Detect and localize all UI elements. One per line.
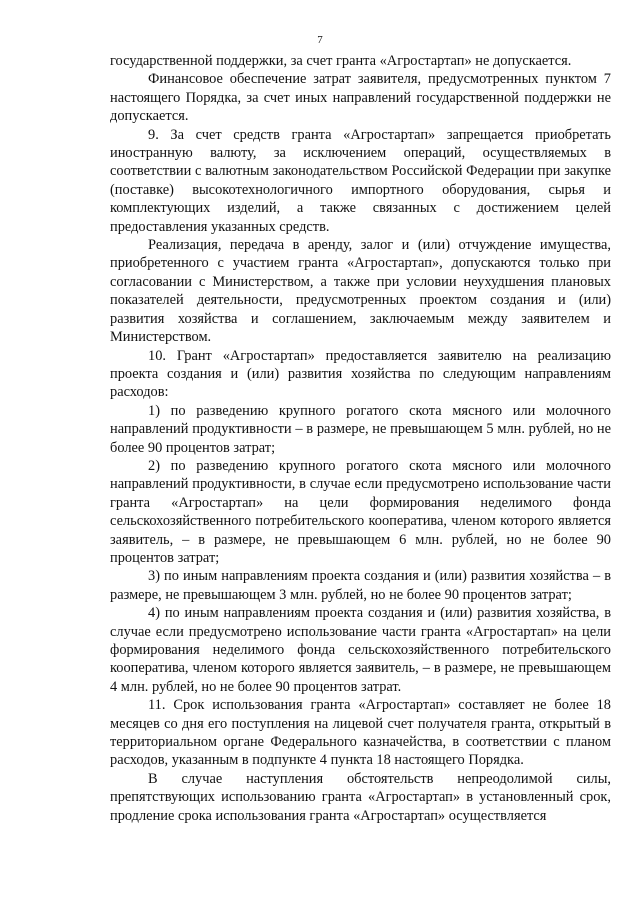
paragraph-subitem-1: 1) по разведению крупного рогатого скота мясного или молочного направлений продуктивности – в размере, не превышающем 5 млн. рублей, но не более 90 процентов затрат; [110, 402, 611, 456]
paragraph-item-10: 10. Грант «Агростартап» предоставляется заявителю на реализацию проекта создания и (или) развития хозяйства по следующим направлениям расходов: [110, 347, 611, 401]
paragraph-property-disposal: Реализация, передача в аренду, залог и (или) отчуждение имущества, приобретенного с участием гранта «Агростартап», допускаются только при согласовании с Министерством, а также при условии неухудшения плановых показателей деятельности, предусмотренных проектом создания и (или) развития хозяйства и соглашением, заключаемым между заявителем и Министерством. [110, 237, 611, 346]
page-number: 7 [317, 34, 323, 46]
paragraph-force-majeure: В случае наступления обстоятельств непреодолимой силы, препятствующих использованию гранта «Агростартап» в установленный срок, продление срока использования гранта «Агростартап» осуществляется [110, 770, 611, 824]
paragraph-subitem-4: 4) по иным направлениям проекта создания и (или) развития хозяйства, в случае если предусмотрено использование части гранта «Агростартап» на цели формирования неделимого фонда сельскохозяйственного потребительского кооператива, членом которого является заявитель, – в размере, не превышающем 4 млн. рублей, но не более 90 процентов затрат. [110, 605, 611, 695]
paragraph-item-11: 11. Срок использования гранта «Агростартап» составляет не более 18 месяцев со дня его поступления на лицевой счет получателя гранта, открытый в территориальном органе Федерального казначейства, в соответствии с планом расходов, указанным в подпункте 4 пункта 18 настоящего Порядка. [110, 697, 611, 769]
document-body [110, 52, 611, 825]
paragraph-continuation: государственной поддержки, за счет гранта «Агростартап» не допускается. [110, 53, 572, 69]
paragraph-item-9: 9. За счет средств гранта «Агростартап» запрещается приобретать иностранную валюту, за исключением операций, осуществляемых в соответствии с валютным законодательством Российской Федерации при закупке (поставке) высокотехнологичного импортного оборудования, сырья и комплектующих изделий, а также связанных с достижением целей предоставления указанных средств. [110, 126, 611, 235]
paragraph-subitem-2: 2) по разведению крупного рогатого скота мясного или молочного направлений продуктивности, в случае если предусмотрено использование части гранта «Агростартап» на цели формирования неделимого фонда сельскохозяйственного потребительского кооператива, членом которого является заявитель, – в размере, не превышающем 6 млн. рублей, но не более 90 процентов затрат; [110, 457, 611, 566]
paragraph-financing-restriction: Финансовое обеспечение затрат заявителя, предусмотренных пунктом 7 настоящего Порядка, за счет иных направлений государственной поддержки не допускается. [110, 71, 611, 125]
paragraph-subitem-3: 3) по иным направлениям проекта создания и (или) развития хозяйства – в размере, не превышающем 3 млн. рублей, но не более 90 процентов затрат; [110, 568, 611, 603]
